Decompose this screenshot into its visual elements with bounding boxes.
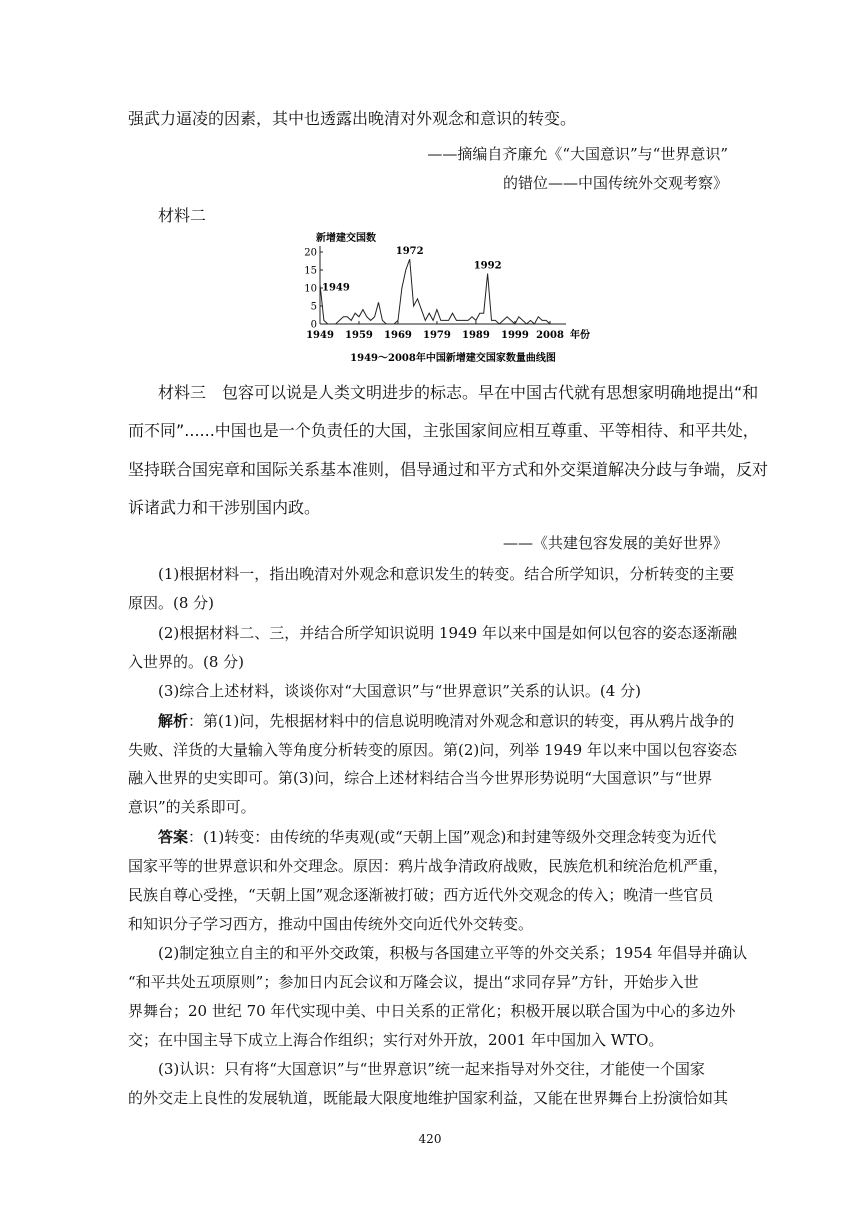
- chart-ylabel: 新增建交国数: [316, 233, 376, 244]
- y-tick-label: 10: [304, 283, 317, 295]
- source1-line2: 的错位——中国传统外交观考察》: [502, 174, 728, 192]
- annotation-label: 1992: [473, 260, 502, 272]
- analysis-label: 解析: [158, 712, 189, 730]
- q1-line1: (1)根据材料一，指出晚清对外观念和意识发生的转变。结合所学知识，分析转变的主要: [158, 565, 735, 583]
- material3-line2: 而不同”......中国也是一个负责任的大国，主张国家间应相互尊重、平等相待、和平共处，: [128, 421, 759, 440]
- answer-line2: 国家平等的世界意识和外交理念。原因：鸦片战争清政府战败，民族危机和统治危机严重，: [128, 857, 729, 875]
- y-tick-label: 0: [310, 319, 317, 331]
- chart-svg: [298, 228, 608, 368]
- analysis-text1: ：第(1)问，先根据材料中的信息说明晚清对外观念和意识的转变，再从鸦片战争的: [188, 712, 735, 730]
- answer-line4: 和知识分子学习西方，推动中国由传统外交向近代外交转变。: [128, 915, 534, 933]
- page-number: 420: [418, 1132, 442, 1146]
- answer3-line1: (3)认识：只有将“大国意识”与“世界意识”统一起来指导对外交往，才能使一个国家: [158, 1060, 705, 1078]
- analysis-line4: 意识”的关系即可。: [128, 798, 256, 816]
- answer-text1: ：(1)转变：由传统的华夷观(或“天朝上国”观念)和封建等级外交理念转变为近代: [188, 828, 717, 846]
- answer-label: 答案: [158, 828, 189, 846]
- chart-caption: 1949～2008年中国新增建交国家数量曲线图: [350, 353, 556, 364]
- x-tick-label: 1969: [384, 330, 412, 341]
- x-tick-label: 1989: [462, 330, 490, 341]
- intro-line: 强武力逼凌的因素，其中也透露出晚清对外观念和意识的转变。: [128, 109, 577, 128]
- x-tick-label: 1949: [306, 330, 334, 341]
- analysis-line2: 失败、洋货的大量输入等角度分析转变的原因。第(2)问，列举 1949 年以来中国以包容姿态: [128, 741, 737, 759]
- annotation-label: 1949: [322, 282, 350, 294]
- material3-line3: 坚持联合国宪章和国际关系基本准则，倡导通过和平方式和外交渠道解决分歧与争端，反对: [128, 460, 769, 479]
- answer-line3: 民族自尊心受挫，“天朝上国”观念逐渐被打破；西方近代外交观念的传入；晚清一些官员: [128, 886, 714, 904]
- y-tick-label: 15: [304, 265, 317, 277]
- y-tick-label: 5: [310, 301, 317, 313]
- analysis-line1: [158, 710, 734, 731]
- q3-line1: (3)综合上述材料，谈谈你对“大国意识”与“世界意识”关系的认识。(4 分): [158, 682, 641, 700]
- q2-line2: 入世界的。(8 分): [128, 653, 245, 671]
- answer-line1: [158, 826, 716, 847]
- analysis-line3: 融入世界的史实即可。第(3)问，综合上述材料结合当今世界形势说明“大国意识”与“世界: [128, 769, 713, 787]
- answer2-line3: 界舞台；20 世纪 70 年代实现中美、中日关系的正常化；积极开展以联合国为中心的多边外: [128, 1002, 736, 1020]
- x-tick-label: 1999: [500, 330, 529, 341]
- line-chart: [298, 228, 608, 368]
- annotation-label: 1972: [395, 246, 424, 258]
- answer2-line2: “和平共处五项原则”；参加日内瓦会议和万隆会议，提出“求同存异”方针，开始步入世: [128, 973, 699, 991]
- answer2-line4: 交；在中国主导下成立上海合作组织；实行对外开放，2001 年中国加入 WTO。: [128, 1031, 664, 1049]
- answer3-line2: 的外交走上良性的发展轨道，既能最大限度地维护国家利益，又能在世界舞台上扮演恰如其: [128, 1089, 729, 1107]
- chart-xlabel: 年份: [570, 330, 590, 341]
- series-line: [320, 259, 550, 324]
- x-tick-label: 1979: [423, 330, 451, 341]
- y-tick-label: 20: [304, 247, 317, 259]
- q1-line2: 原因。(8 分): [128, 594, 215, 612]
- material3-line4: 诉诸武力和干涉别国内政。: [128, 498, 321, 517]
- material2-label: 材料二: [158, 206, 207, 225]
- material3-line1: 材料三 包容可以说是人类文明进步的标志。早在中国古代就有思想家明确地提出“和: [158, 383, 759, 402]
- q2-line1: (2)根据材料二、三，并结合所学知识说明 1949 年以来中国是如何以包容的姿态逐渐融: [158, 624, 737, 642]
- source1-line1: ——摘编自齐廉允《“大国意识”与“世界意识”: [427, 145, 728, 163]
- material3-source: ——《共建包容发展的美好世界》: [502, 534, 728, 552]
- x-tick-label: 1959: [345, 330, 373, 341]
- x-tick-label: 2008: [536, 330, 564, 341]
- answer2-line1: (2)制定独立自主的和平外交政策，积极与各国建立平等的外交关系；1954 年倡导并确认: [158, 944, 748, 962]
